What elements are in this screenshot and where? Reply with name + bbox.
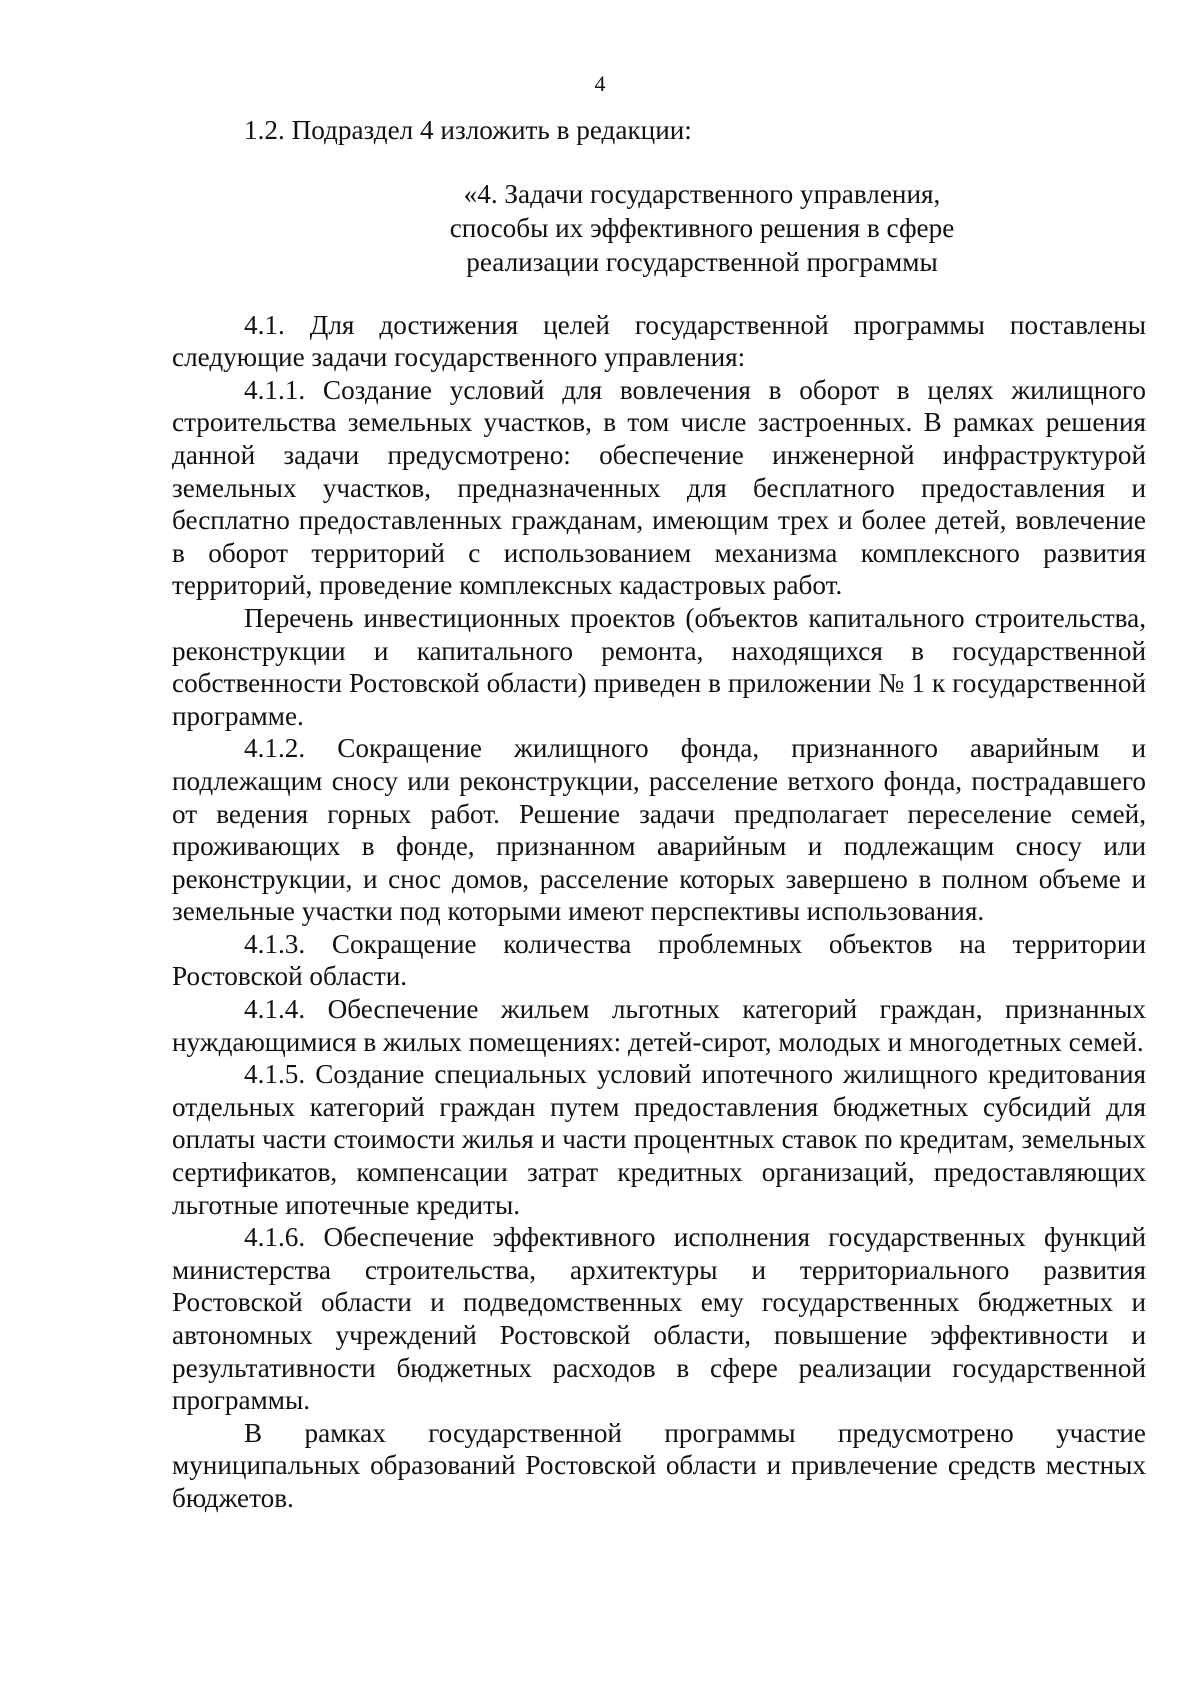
paragraph-4-1-5: 4.1.5. Создание специальных условий ипотечного жилищного кредитования отдельных категорий граждан путем предоставления бюджетных субсидий для оплаты части стоимости жилья и части процентных ставок по кредитам, земельных сертификатов, компенсации затрат кредитных организаций, предоставляющих льготные ипотечные кредиты. [172,1059,1146,1220]
paragraph-4-1-3: 4.1.3. Сокращение количества проблемных объектов на территории Ростовской области. [172,928,1146,992]
paragraph-4-1-2: 4.1.2. Сокращение жилищного фонда, признанного аварийным и подлежащим сносу или реконструкции, расселение ветхого фонда, пострадавшего от ведения горных работ. Решение задачи предполагает переселение семей, проживающих в фонде, признанном аварийным и подлежащим сносу или реконструкции, и снос домов, расселение которых завершено в полном объеме и земельные участки под которыми имеют перспективы использования. [172,733,1146,927]
section-title-line: «4. Задачи государственного управления, [463,178,941,209]
paragraph-4-1-4: 4.1.4. Обеспечение жильем льготных категорий граждан, признанных нуждающимися в жилых помещениях: детей-сирот, молодых и многодетных семей. [172,994,1146,1057]
section-title [172,177,1146,279]
section-title-line: способы их эффективного решения в сфере [449,212,955,243]
paragraph-4-1: 4.1. Для достижения целей государственной программы поставлены следующие задачи государственного управления: [172,309,1146,373]
amendment-intro: 1.2. Подраздел 4 изложить в редакции: [244,115,692,145]
paragraph-4-1-1: 4.1.1. Создание условий для вовлечения в оборот в целях жилищного строительства земельных участков, в том числе застроенных. В рамках решения данной задачи предусмотрено: обеспечение инженерной инфраструктурой земельных участков, предназначенных для бесплатного предоставления и бесплатно предоставленных гражданам, имеющим трех и более детей, вовлечение в оборот территорий с использованием механизма комплексного развития территорий, проведение комплексных кадастровых работ. [172,374,1146,601]
section-title-line: реализации государственной программы [466,246,938,277]
paragraph-4-1-6: 4.1.6. Обеспечение эффективного исполнения государственных функций министерства строительства, архитектуры и территориального развития Ростовской области и подведомственных ему государственных бюджетных и автономных учреждений Ростовской области, повышение эффективности и результативности бюджетных расходов в сфере реализации государственной программы. [172,1222,1146,1416]
page-number: 4 [594,71,606,96]
document-body [172,114,1146,1515]
section-body [172,309,1146,1515]
paragraph-municipal-participation: В рамках государственной программы предусмотрено участие муниципальных образований Ростовской области и привлечение средств местных бюджетов. [172,1417,1146,1513]
paragraph-investment-list: Перечень инвестиционных проектов (объектов капитального строительства, реконструкции и капитального ремонта, находящихся в государственной собственности Ростовской области) приведен в приложении № 1 к государственной программе. [172,602,1146,731]
